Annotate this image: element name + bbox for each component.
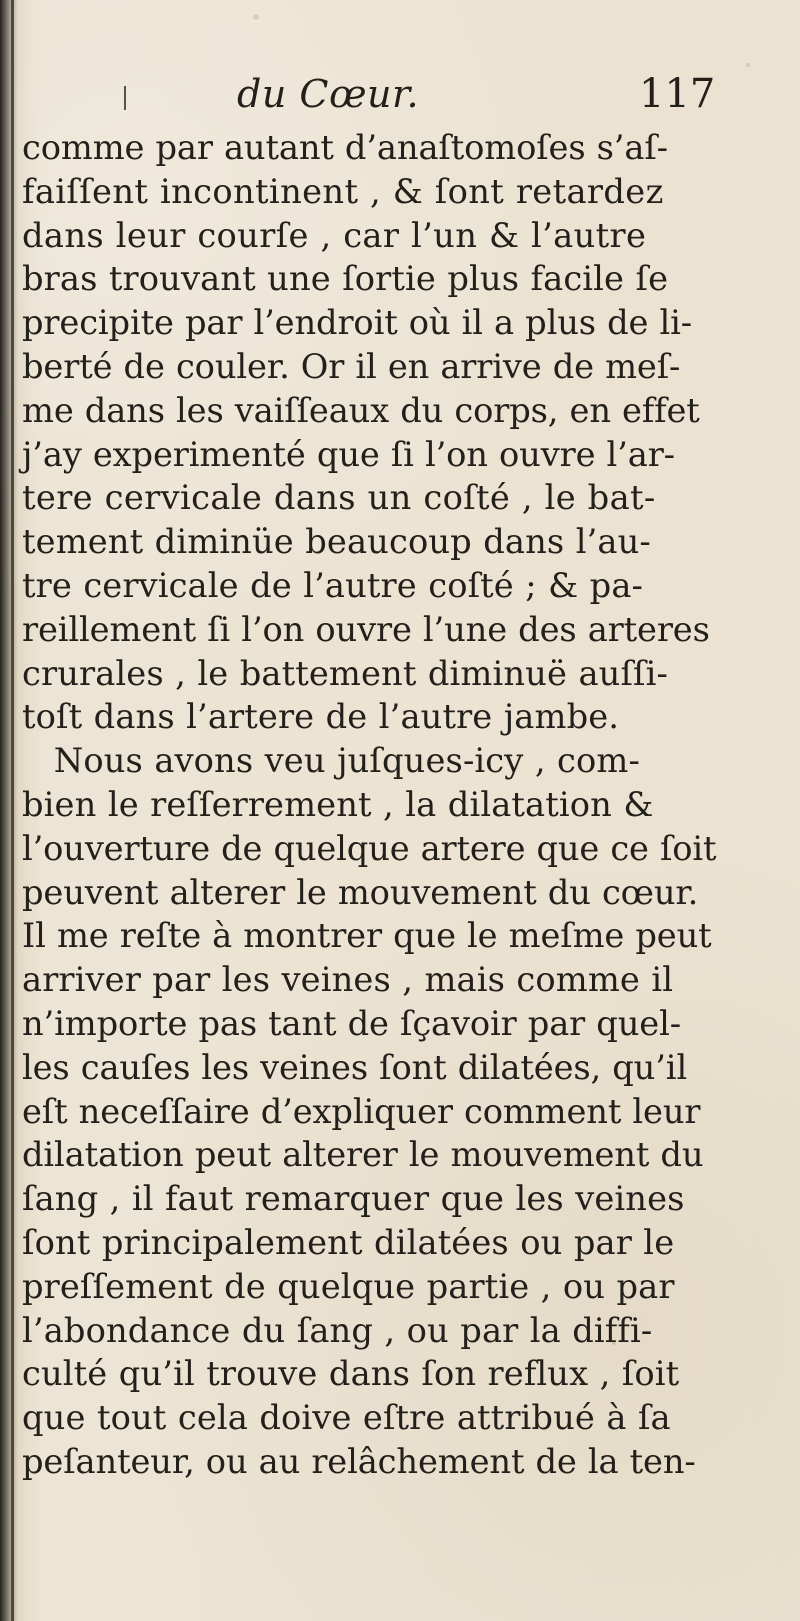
body-text (22, 127, 722, 1485)
text-line: n’importe pas tant de ſçavoir par quel- (22, 1003, 681, 1044)
paragraph-first-line: Nous avons veu juſques-icy , com- (53, 741, 640, 782)
text-line: dilatation peut alterer le mouvement du (22, 1135, 704, 1176)
header-mark (124, 86, 126, 110)
text-line: toſt dans l’artere de l’autre jambe. (22, 697, 620, 738)
page-number: 117 (639, 71, 716, 117)
text-line: tre cervicale de l’autre coſté ; & pa- (22, 565, 644, 606)
text-line: berté de couler. Or il en arrive de meſ- (22, 346, 681, 387)
ink-speck (746, 63, 750, 67)
text-line: reillement ſi l’on ouvre l’une des arteres (22, 609, 710, 650)
text-line: peſanteur, ou au relâchement de la ten- (22, 1441, 696, 1482)
text-line: Il me reſte à montrer que le meſme peut (22, 916, 712, 957)
text-line: tere cervicale dans un coſté , le bat- (22, 478, 656, 519)
gutter-rule (11, 0, 14, 1621)
text-line: ſont principalement dilatées ou par le (22, 1222, 675, 1263)
text-line: faiſſent incontinent , & ſont retardez (22, 171, 664, 212)
text-line: me dans les vaiſſeaux du corps, en effet (22, 390, 700, 431)
text-line: crurales , le battement diminuë auſſi- (22, 653, 668, 694)
text-line: l’ouverture de quelque artere que ce ſoit (22, 828, 717, 869)
text-line: bien le reſſerrement , la dilatation & (22, 784, 654, 825)
text-line: eſt neceſſaire d’expliquer comment leur (22, 1091, 701, 1132)
text-line: que tout cela doive eſtre attribué à ſa (22, 1398, 671, 1439)
text-line: culté qu’il trouve dans ſon reflux , ſoit (22, 1354, 680, 1395)
text-line: j’ay experimenté que ſi l’on ouvre l’ar- (22, 434, 675, 475)
binding-shadow (0, 0, 18, 1621)
text-line: ſang , il faut remarquer que les veines (22, 1179, 685, 1220)
text-line: dans leur courſe , car l’un & l’autre (22, 215, 647, 256)
ink-speck (612, 1341, 616, 1345)
text-line: comme par autant d’anaſtomoſes s’aſ- (22, 128, 668, 168)
text-line: l’abondance du ſang , ou par la diffi- (22, 1310, 653, 1351)
text-line: les cauſes les veines ſont dilatées, qu’il (22, 1047, 688, 1088)
text-line: arriver par les veines , mais comme il (22, 960, 674, 1001)
ink-speck (253, 14, 259, 20)
text-line: peuvent alterer le mouvement du cœur. (22, 872, 699, 913)
ink-speck (694, 844, 699, 849)
running-header-title: du Cœur. (237, 72, 420, 116)
text-line: bras trouvant une ſortie plus facile ſe (22, 259, 669, 300)
text-line: precipite par l’endroit où il a plus de li- (22, 303, 692, 344)
text-line: preſſement de quelque partie , ou par (22, 1266, 675, 1307)
text-line: tement diminüe beaucoup dans l’au- (22, 522, 651, 563)
